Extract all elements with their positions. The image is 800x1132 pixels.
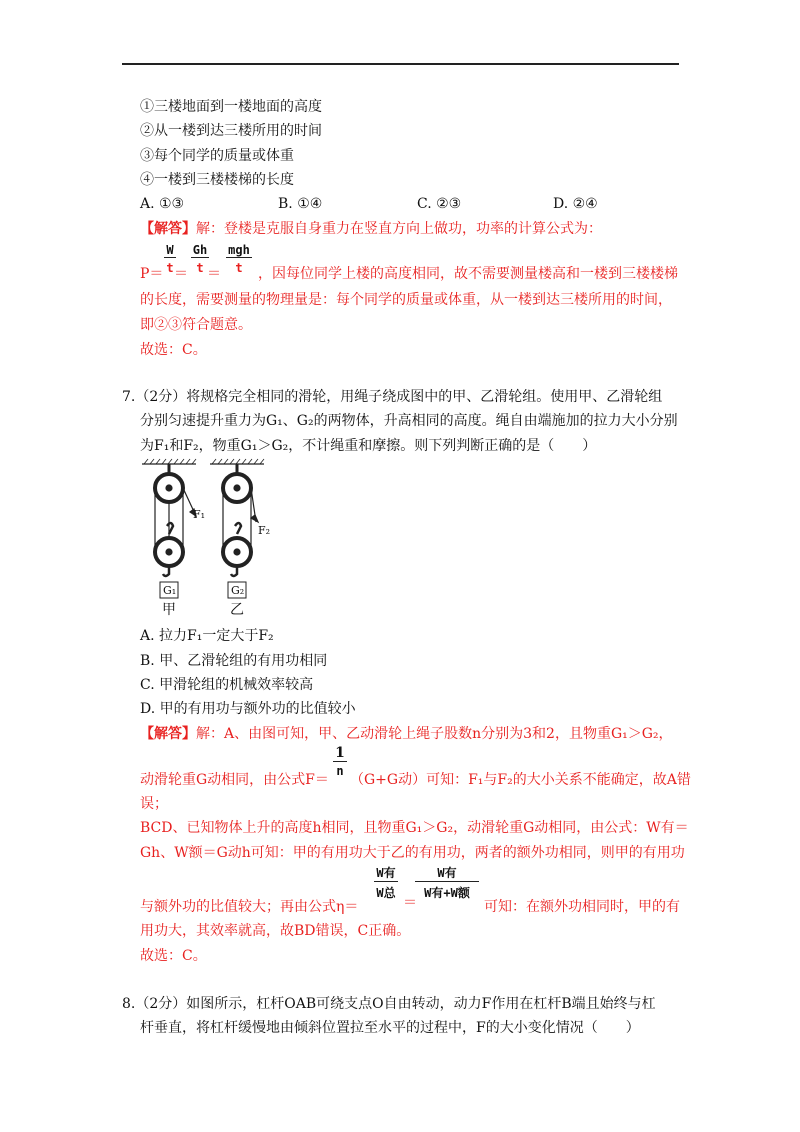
q6-frac-mgh-num: mgh bbox=[228, 243, 250, 257]
q6-option-a: A. ①③ bbox=[140, 196, 185, 212]
header-rule bbox=[122, 63, 679, 65]
q6-option-c: C. ②③ bbox=[417, 196, 462, 212]
q6-formula-p: P＝ bbox=[140, 266, 164, 282]
yi-movable-axle bbox=[234, 549, 240, 555]
q7-answer-tag: 【解答】 bbox=[140, 726, 196, 742]
q7-option-d: D. 甲的有用功与额外功的比值较小 bbox=[140, 701, 356, 717]
q6-frac-w-den: t bbox=[166, 261, 174, 275]
f2-label: F₂ bbox=[258, 524, 271, 537]
q6-answer-line3: 的长度，需要测量的物理量是：每个同学的质量或体重，从一楼到达三楼所用的时间， bbox=[140, 292, 672, 308]
q6-answer-line1 bbox=[140, 219, 602, 239]
q6-frac-mgh-t bbox=[222, 243, 256, 275]
q7-answer-line5: Gh、W额＝G动h可知：甲的有用功大于乙的有用功，两者的额外功相同，则甲的有用功 bbox=[140, 845, 685, 861]
q7-option-a: A. 拉力F₁一定大于F₂ bbox=[140, 628, 274, 644]
jia-weight-label: G₁ bbox=[163, 584, 177, 597]
q7-stem-line3: 为F₁和F₂，物重G₁＞G₂，不计绳重和摩擦。则下列判断正确的是（ ） bbox=[140, 438, 597, 454]
q7-answer-line1 bbox=[140, 724, 673, 744]
yi-force-arrow bbox=[251, 515, 258, 522]
q6-frac-w-num: W bbox=[166, 243, 174, 257]
q7-eta-frac2-den: W有+W额 bbox=[424, 886, 470, 900]
q7-option-c: C. 甲滑轮组的机械效率较高 bbox=[140, 677, 314, 693]
q7-eta-frac1 bbox=[370, 864, 402, 901]
q7-frac-1-n-den: n bbox=[336, 764, 344, 778]
q7-eta-frac1-den: W总 bbox=[376, 886, 396, 900]
q7-stem-line2: 分别匀速提升重力为G₁、G₂的两物体，升高相同的高度。绳自由端施加的拉力大小分别 bbox=[140, 413, 678, 429]
q7-frac-1-n-num: 1 bbox=[335, 745, 345, 761]
q6-item-1: ①三楼地面到一楼地面的高度 bbox=[140, 99, 322, 115]
q6-frac-mgh-den: t bbox=[235, 261, 243, 275]
q7-eta-frac1-num: W有 bbox=[376, 866, 396, 880]
jia-hook-upper bbox=[167, 523, 173, 534]
yi-hook-upper bbox=[235, 523, 241, 534]
q7-answer-line2b: （G+G动）可知：F₁与F₂的大小关系不能确定，故A错 bbox=[350, 772, 691, 788]
yi-weight-label: G₂ bbox=[231, 584, 245, 597]
q7-choice: 故选：C。 bbox=[140, 948, 207, 964]
jia-fixed-axle bbox=[166, 485, 172, 491]
q6-formula-eq-1: ＝ bbox=[174, 266, 188, 282]
q6-answer-line4: 即②③符合题意。 bbox=[140, 317, 252, 333]
jia-label: 甲 bbox=[162, 602, 176, 618]
f1-label: F₁ bbox=[193, 508, 206, 521]
q6-frac-gh-num: Gh bbox=[192, 243, 208, 257]
jia-movable-axle bbox=[166, 549, 172, 555]
q6-answer-text-1: 解：登楼是克服自身重力在竖直方向上做功，功率的计算公式为： bbox=[196, 221, 602, 237]
q6-item-3: ③每个同学的质量或体重 bbox=[140, 148, 294, 164]
q6-item-2: ②从一楼到达三楼所用的时间 bbox=[140, 123, 322, 139]
q6-answer-tag: 【解答】 bbox=[140, 221, 196, 237]
q7-eta-frac2 bbox=[414, 864, 480, 901]
q7-eta-equals: ＝ bbox=[403, 895, 417, 911]
yi-fixed-axle bbox=[234, 485, 240, 491]
q7-stem-line1: 7.（2分）将规格完全相同的滑轮，用绳子绕成图中的甲、乙滑轮组。使用甲、乙滑轮组 bbox=[122, 389, 663, 405]
q7-eta-frac2-num: W有 bbox=[415, 864, 479, 882]
q7-answer-line2a: 动滑轮重G动相同，由公式F＝ bbox=[140, 772, 329, 788]
q7-answer-text-1: 解：A、由图可知，甲、乙动滑轮上绳子股数n分别为3和2，且物重G₁＞G₂， bbox=[196, 726, 673, 742]
q6-item-4: ④一楼到三楼楼梯的长度 bbox=[140, 172, 294, 188]
q7-answer-line6a: 与额外功的比值较大；再由公式η＝ bbox=[140, 899, 359, 915]
q8-stem-line2: 杆垂直，将杠杆缓慢地由倾斜位置拉至水平的过程中，F的大小变化情况（ ） bbox=[140, 1020, 640, 1036]
q6-option-d: D. ②④ bbox=[553, 196, 598, 212]
q8-stem-line1: 8.（2分）如图所示，杠杆OAB可绕支点O自由转动，动力F作用在杠杆B端且始终与杠 bbox=[122, 996, 656, 1012]
q7-answer-line6b: 可知：在额外功相同时，甲的有 bbox=[484, 899, 680, 915]
q6-formula-eq-2: ＝ bbox=[207, 266, 221, 282]
q7-frac-1-n bbox=[333, 745, 347, 778]
q6-frac-gh-den: t bbox=[196, 261, 204, 275]
q6-choice: 故选：C。 bbox=[140, 342, 207, 358]
q6-answer-line2: ，因每位同学上楼的高度相同，故不需要测量楼高和一楼到三楼楼梯 bbox=[258, 266, 678, 282]
q7-answer-line3: 误； bbox=[140, 796, 168, 812]
q7-answer-line7: 用功大，其效率就高，故BD错误，C正确。 bbox=[140, 923, 411, 939]
q7-option-b: B. 甲、乙滑轮组的有用功相同 bbox=[140, 653, 328, 669]
yi-label: 乙 bbox=[230, 602, 244, 618]
pulley-figure bbox=[138, 458, 288, 618]
q6-option-b: B. ①④ bbox=[278, 196, 323, 212]
q7-answer-line4: BCD、已知物体上升的高度h相同，且物重G₁＞G₂，动滑轮重G动相同，由公式：W有＝ bbox=[140, 820, 689, 836]
